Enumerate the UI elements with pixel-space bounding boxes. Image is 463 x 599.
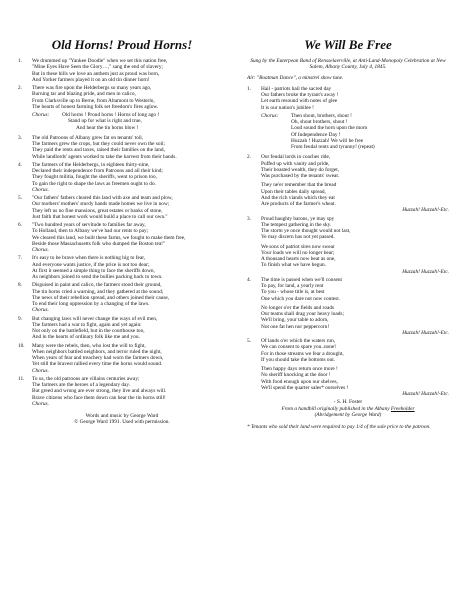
song-title-old-horns: Old Horns! Proud Horns! xyxy=(51,37,193,52)
verse-line: The news of their rebellion spread, and others joined their cause, xyxy=(32,294,170,301)
verse-5: 5. Of lands o'er which the waters run, We can consent to spare you..none! For in those streams we fear a drought, If you should take the bottoms out. Then happy days return once more ! No sheriff knocking at the door ! With food enough upon our shelves, We'll spend the quarter sales* ourselves ! Huzzah! Huzzah!-Etc. xyxy=(247,338,449,397)
chorus-cue: Chorus. xyxy=(32,307,49,314)
song-title-we-will-be-free: We Will Be Free xyxy=(304,37,392,52)
verse-line: Of Independence Day ! xyxy=(291,131,341,138)
verse-line: No sheriff knocking at the door ! xyxy=(261,372,331,379)
verse-2: 2. Our feudal lords in coaches ride, Puffed up with vanity and pride, Their boasted wealth, they do forget, Was purchased by the tenants' sweat. They ne'er remember that the bread Upon their tables daily spread, And the rich viands which they eat Are products of the farmer's wheat. Huzzah! Huzzah!-Etc. xyxy=(247,154,449,214)
verse-9: 9. But changing laws will never change the ways of evil men, The farmers had a war to fight, again and yet again: Not only on the battlefield, but in the courthouse too, And in the hearts of ordinary folk like me and you. xyxy=(18,316,226,341)
chorus-cue: Chorus. xyxy=(32,247,49,253)
verse-line: Proud haughty barons, ye may spy xyxy=(261,215,335,222)
verse-line: Burning tar and blazing pride, and men in calico, xyxy=(32,91,136,98)
verse-line: And everyone wants justice, if the price is not too dear; xyxy=(32,261,150,268)
verse-line: To Holland, then to Albany we've had our rents to pay; xyxy=(32,228,149,235)
verse-line: They left us no fine mansions, great estates or banks of stone, xyxy=(32,207,163,214)
verse-line: Not one fat hen nor peppercorn! xyxy=(261,323,330,330)
verse-line: If you should take the bottoms out. xyxy=(261,356,336,363)
verse-line: The time is passed when we'll consent xyxy=(261,276,342,283)
verse-10: 10. Many were the rebels, then, who lost the will to fight, When neighbors battled neighbors, and terror ruled the night, When years of fear and treachery had worn the farmers down, Yet still the bravest rallied every time the horns would sound. Chorus. xyxy=(18,343,226,374)
verse-line: The tin horns cried a warning, and they gathered at the sound; xyxy=(32,288,164,295)
verse-line: Beside those Massachusetts folk who dumped the Boston tea!" xyxy=(32,240,166,247)
verse-line: To end their long oppression by a changing of the laws. xyxy=(32,301,150,307)
verse-line: The farmers are the heroes of a legendary day. xyxy=(32,382,131,388)
verse-line: Oh, shout brothers, shout ! xyxy=(291,119,348,125)
verse-line: Was purchased by the tenants' sweat. xyxy=(261,173,340,179)
verse-line: To gain the right to shape the laws as freemen ought to do. xyxy=(32,180,156,187)
chorus-cue: Chorus. xyxy=(32,400,49,407)
verse-line: Then happy days return once more ! xyxy=(261,366,338,372)
left-column xyxy=(18,58,226,426)
verse-line: Are products of the farmer's wheat. xyxy=(261,201,336,207)
verse-line: At first it seemed a simple thing to face the sheriffs down, xyxy=(32,267,155,274)
verse-line: For in those streams we fear a drought, xyxy=(261,350,344,357)
verse-line: Not only on the battlefield, but in the courthouse too, xyxy=(32,328,145,334)
abridgement-note: (Abridgement by George Ward) xyxy=(314,411,382,418)
verse-4: 4. The farmers of the Helderbergs, in eighteen thirty-nine, Declared their independence from Patroons and all their kind; They fought militia, fought the sheriffs, went to prison too, To gain the right to shape the laws as freemen ought to do. Chorus. xyxy=(18,162,226,193)
verse-line: While landlords' agents worked to take the harvest from their hands. xyxy=(32,153,177,160)
verse-line: Loud sound the horn upon the morn xyxy=(291,125,368,132)
chorus-cue: Chorus. xyxy=(32,367,49,374)
verse-line: Many were the rebels, then, who lost the will to fight, xyxy=(32,342,146,349)
verse-line: Of lands o'er which the waters run, xyxy=(261,338,336,344)
verse-line: "Our fathers' fathers cleared this land with axe and team and plow, xyxy=(32,195,173,201)
verse-line: It is our nation's jubilee ! xyxy=(261,104,314,111)
verse-3: 3. The old Patroons of Albany grew fat on tenants' toil, The farmers grew the crops, but they could never own the soil; They paid the rents and taxes, raised their families on the land, While landlords' agents worked to take the harvest from their hands. xyxy=(18,135,226,160)
verse-3: 3. Proud haughty barons, ye may spy The tempest gathering in the sky. The storm ye once thought would not last, Ye may discern has not yet passed. We sons of patriot sires now swear Your loads we will no longer bear; A thousand hearts now beat as one, To finish what we have begun. Huzzah! Huzzah!-Etc. xyxy=(247,215,449,275)
verse-line: From Clarksville up to Berne, from Altamont to Westerlo, xyxy=(32,97,155,104)
verse-line: They ne'er remember that the bread xyxy=(261,182,337,189)
verse-line: A thousand hearts now beat as one, xyxy=(261,256,336,262)
verse-line: And Yorker farmers played it on an old tin dinner horn! xyxy=(32,76,150,83)
verse-line: The farmers had a war to fight, again and yet again: xyxy=(32,321,142,328)
verse-5: 5. "Our fathers' fathers cleared this land with axe and team and plow, Our mothers' mothers' sturdy hands made homes we live in now; They left us no fine mansions, great estates or banks of stone, Just faith that honest work would build a place to call our own." xyxy=(18,195,226,220)
source-note: From a handbill originally published in the Albany Freeholder xyxy=(281,405,415,412)
credit-words-music: Words and music by George Ward xyxy=(85,413,159,419)
verse-line: "Two hundred years of servitude to families far away, xyxy=(32,222,146,228)
footnote: * Tenants who sold their land were required to pay 1/4 of the sale price to the patroon. xyxy=(247,424,431,430)
verse-line: Disguised in paint and calico, the farmers stood their ground, xyxy=(32,282,162,289)
verse-line: To pay, for land, a yearly rent xyxy=(261,283,324,289)
chorus-line: Old horns ! Proud horns ! Horns of long ago ! xyxy=(62,112,160,118)
verse-1: 1. Hail - patriots hail the sacred day Our fathers broke the tyrant's away ! Let earth resound with notes of glee It is our nation's jubilee ! xyxy=(247,86,449,111)
chorus: Chorus: Old horns ! Proud horns ! Horns of long ago ! Stand up for what is right and true, And hear the tin horns blow ! xyxy=(32,112,226,131)
verse-line: Their boasted wealth, they do forget, xyxy=(261,166,340,173)
verse-line: We cleared this land, we built these farms, we fought to make them free, xyxy=(32,234,186,241)
verse-line: Our mothers' mothers' sturdy hands made homes we live in now; xyxy=(32,201,170,208)
verse-line: Let earth resound with notes of glee xyxy=(261,98,338,105)
verse-line: Brave citizens who face them down can hear the tin horns still! xyxy=(32,394,166,401)
verse-line: As neighbors joined to send the bullies packing back to town. xyxy=(32,274,163,280)
verse-line: Our feudal lords in coaches ride, xyxy=(261,154,331,161)
verse-line: We'll spend the quarter sales* ourselves ! xyxy=(261,384,349,391)
verse-line: Declared their independence from Patroons and all their kind; xyxy=(32,168,163,174)
verse-line: To us, the old patroons are villains centuries away; xyxy=(32,375,140,382)
verse-line: The farmers of the Helderbergs, in eighteen thirty-nine, xyxy=(32,161,150,168)
verse-line: Yet still the bravest rallied every time the horns would sound. xyxy=(32,361,163,368)
verse-line: We sons of patriot sires now swear xyxy=(261,243,335,250)
verse-line: Huzzah ! Huzzah! We will be free xyxy=(291,137,364,144)
verse-line: Our teams shall drag your heavy loads; xyxy=(261,311,344,317)
verse-line: To you - whose title is, at best xyxy=(261,289,325,296)
verse-6: 6. "Two hundred years of servitude to families far away, To Holland, then to Albany we've had our rents to pay; We cleared this land, we built these farms, we fought to make them free, Beside those Massachusetts folk who dumped the Boston tea!" Chorus. xyxy=(18,222,226,253)
verse-line: Our fathers broke the tyrant's away ! xyxy=(261,92,339,98)
verse-line: When years of fear and treachery had worn the farmers down, xyxy=(32,355,164,361)
verse-line: But greed and wrong are ever strong, they live and always will. xyxy=(32,388,167,395)
left-verses xyxy=(18,58,226,407)
verse-line: From feudal rents and tyranny! (repeat) xyxy=(291,144,375,150)
verse-line: When neighbors battled neighbors, and terror ruled the night, xyxy=(32,348,162,355)
verse-line: Then shout, brothers, shout ! xyxy=(291,112,352,119)
verse-line: But changing laws will never change the ways of evil men, xyxy=(32,315,158,322)
verse-line: The farmers grew the crops, but they could never own the soil; xyxy=(32,141,165,147)
verse-8: 8. Disguised in paint and calico, the farmers stood their ground, The tin horns cried a warning, and they gathered at the sound; The news of their rebellion spread, and others joined their cause, To end their long oppression by a changing of the laws. Chorus. xyxy=(18,282,226,313)
verse-line: We can consent to spare you..none! xyxy=(261,344,337,351)
verse-line: They paid the rents and taxes, raised their families on the land, xyxy=(32,147,165,154)
verse-11: 11. To us, the old patroons are villains centuries away; The farmers are the heroes of a legendary day. But greed and wrong are ever strong, they live and always will. Brave citizens who face them down can hear the tin horns still! Chorus. xyxy=(18,376,226,407)
verse-line: No longer o'er the fields and roads xyxy=(261,304,335,311)
verse-line: We'll bring, your table to adorn, xyxy=(261,317,329,324)
verse-line: We drummed up "Yankee Doodle" when we set this nation free, xyxy=(32,58,168,64)
verse-line: They fought militia, fought the sheriffs, went to prison too, xyxy=(32,174,157,181)
verse-line: Your loads we will no longer bear; xyxy=(261,249,335,256)
author-signature: - S. H. Foster xyxy=(333,399,363,406)
verse-line: One which you dare not now contest. xyxy=(261,295,340,302)
chorus: Chorus: Then shout, brothers, shout ! Oh, shout brothers, shout ! Loud sound the horn upon the morn Of Independence Day ! Huzzah ! Huzzah! We will be free From feudal rents and tyranny! (repeat) xyxy=(261,113,449,151)
verse-line: Just faith that honest work would build a place to call our own." xyxy=(32,213,168,220)
verse-line: Upon their tables daily spread, xyxy=(261,188,326,195)
verse-line: The storm ye once thought would not last, xyxy=(261,228,351,234)
verse-line: Ye may discern has not yet passed. xyxy=(261,234,335,241)
verse-line: With food enough upon our shelves, xyxy=(261,378,338,385)
verse-line: And in the hearts of ordinary folk like me and you. xyxy=(32,334,140,341)
chorus-line: And hear the tin horns blow ! xyxy=(76,124,139,131)
chorus-cue: Chorus. xyxy=(32,186,49,193)
verse-2: 2. There was fire upon the Helderbergs so many years ago, Burning tar and blazing pride, and men in calico, From Clarksville up to Berne, from Altamont to Westerlo, The hearts of honest farming folk set freedom's fires aglow. xyxy=(18,85,226,110)
air-note: Air: "Boatman Dance", a minstrel show tune. xyxy=(247,74,344,81)
credit-copyright: © George Ward 1991. Used with permission. xyxy=(74,419,170,426)
verse-4: 4. The time is passed when we'll consent To pay, for land, a yearly rent To you - whose title is, at best One which you dare not now contest. No longer o'er the fields and roads Our teams shall drag your heavy loads; We'll bring, your table to adorn, Not one fat hen nor peppercorn! Huzzah! Huzzah!-Etc. xyxy=(247,276,449,336)
verse-line: The tempest gathering in the sky. xyxy=(261,221,332,228)
verse-line: The hearts of honest farming folk set freedom's fires aglow. xyxy=(32,103,159,110)
verse-line: "Mine Eyes Have Seen the Glory…," sang the end of slavery; xyxy=(32,64,163,71)
song-intro: Sung by the Euterpean Band of Rensselaerville, at Anti-Land-Monopoly Celebration at New Salem, Albany County, July 4, 1845. xyxy=(250,58,446,71)
verse-line: There was fire upon the Helderbergs so many years ago, xyxy=(32,85,152,91)
verse-line: But in these hills we love an anthem just as proud was born, xyxy=(32,70,160,77)
verse-line: The old Patroons of Albany grew fat on tenants' toil, xyxy=(32,134,143,141)
chorus-line: Stand up for what is right and true, xyxy=(68,118,142,125)
verse-line: And the rich viands which they eat xyxy=(261,194,335,201)
verse-line: Hail - patriots hail the sacred day xyxy=(261,85,332,92)
verse-line: Puffed up with vanity and pride, xyxy=(261,160,330,167)
verse-1: 1. We drummed up "Yankee Doodle" when we set this nation free, "Mine Eyes Have Seen the Glory…," sang the end of slavery; But in these hills we love an anthem just as proud was born, And Yorker farmers played it on an old tin dinner horn! xyxy=(18,58,226,83)
right-column xyxy=(247,58,449,430)
verse-line: It's easy to be brave when there is nothing big to fear, xyxy=(32,255,146,262)
verse-line: To finish what we have begun. xyxy=(261,262,326,269)
verse-7: 7. It's easy to be brave when there is nothing big to fear, And everyone wants justice, if the price is not too dear; At first it seemed a simple thing to face the sheriffs down, As neighbors joined to send the bullies packing back to town. xyxy=(18,255,226,280)
